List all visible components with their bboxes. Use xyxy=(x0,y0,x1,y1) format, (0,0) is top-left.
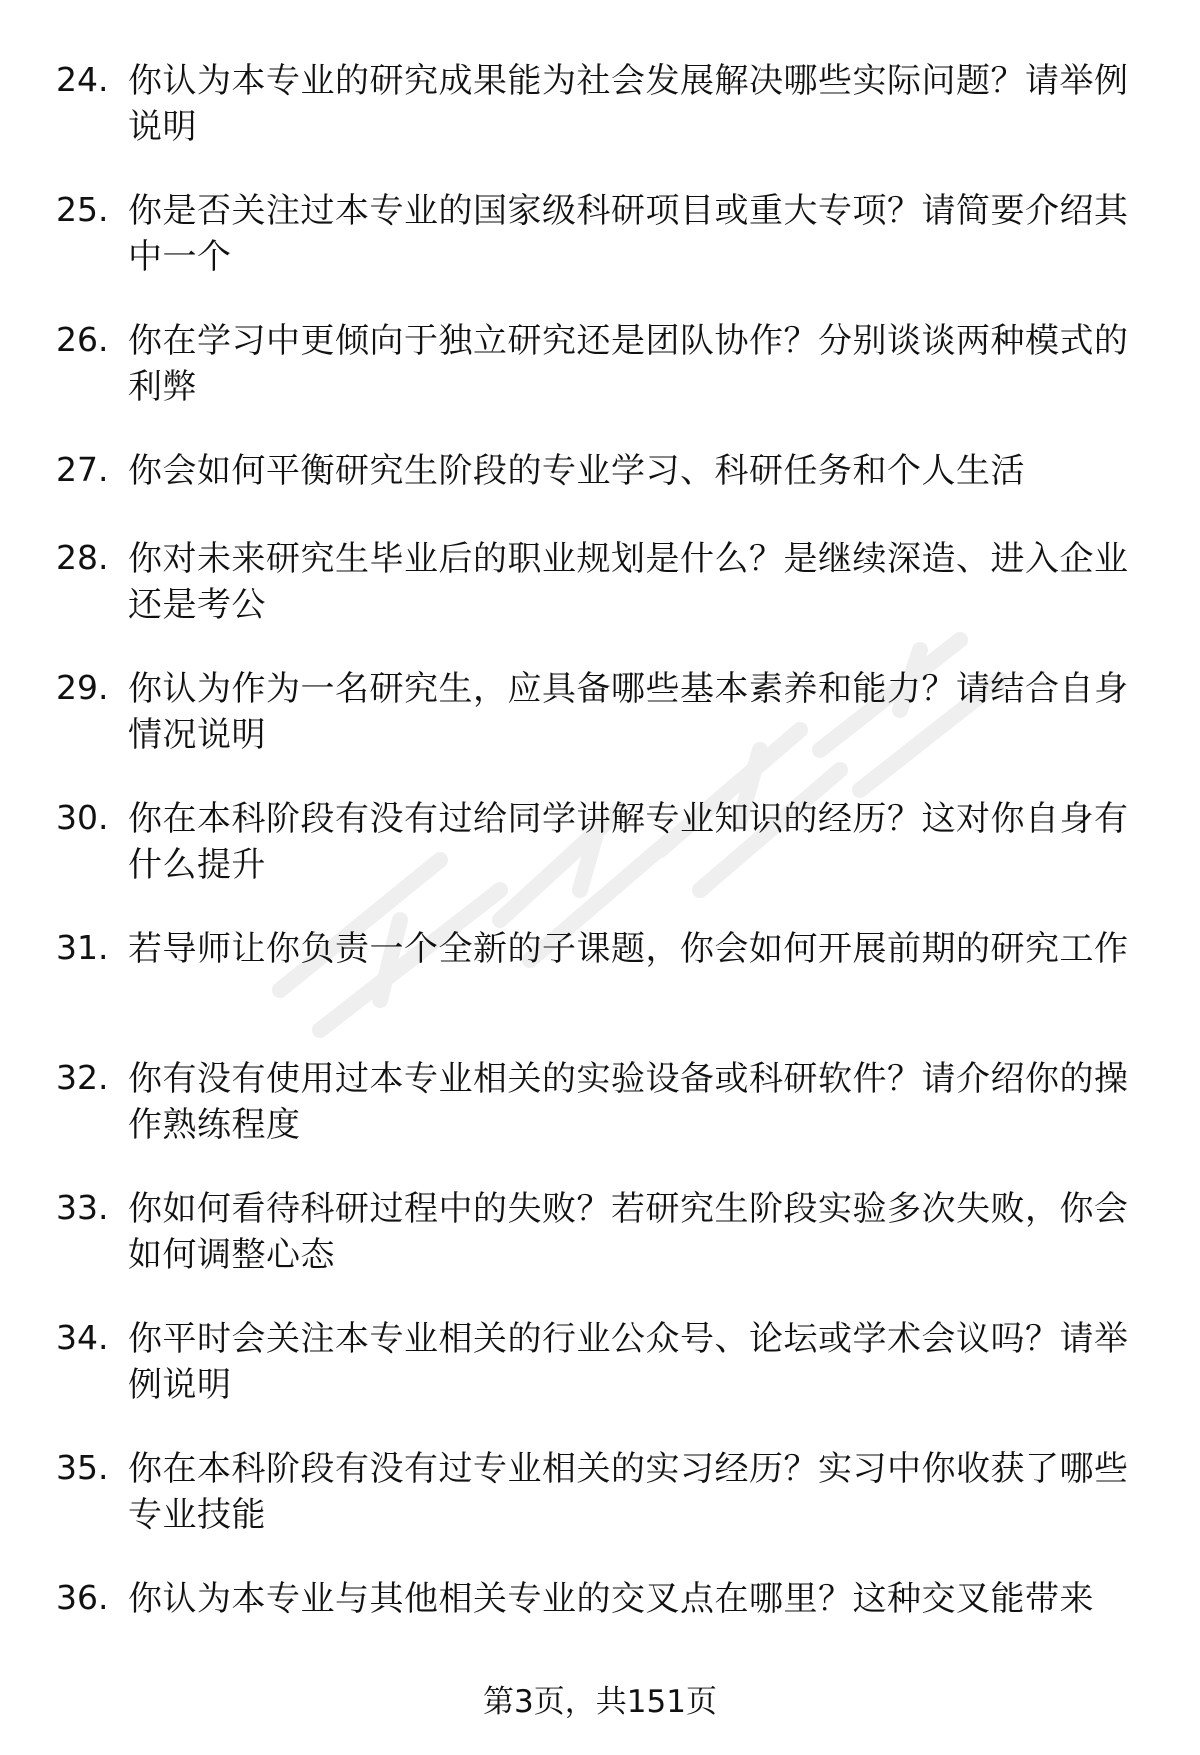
question-text: 若导师让你负责一个全新的子课题，你会如何开展前期的研究工作 xyxy=(128,929,1129,969)
list-item xyxy=(0,1576,1200,1620)
list-item xyxy=(0,188,1200,277)
question-text: 你是否关注过本专业的国家级科研项目或重大专项？请简要介绍其中一个 xyxy=(128,191,1129,277)
question-text: 你认为本专业的研究成果能为社会发展解决哪些实际问题？请举例说明 xyxy=(128,61,1129,147)
list-item xyxy=(0,1446,1200,1535)
list-item xyxy=(0,796,1200,885)
list-item xyxy=(0,1316,1200,1405)
question-text: 你认为本专业与其他相关专业的交叉点在哪里？这种交叉能带来 xyxy=(128,1579,1094,1619)
question-text: 你在本科阶段有没有过给同学讲解专业知识的经历？这对你自身有什么提升 xyxy=(128,799,1129,885)
question-number: 29. xyxy=(56,668,109,707)
question-number: 27. xyxy=(56,450,109,489)
question-number: 32. xyxy=(56,1058,109,1097)
list-item xyxy=(0,318,1200,407)
list-item xyxy=(0,58,1200,147)
question-number: 26. xyxy=(56,320,109,359)
question-number: 30. xyxy=(56,798,109,837)
question-text: 你对未来研究生毕业后的职业规划是什么？是继续深造、进入企业还是考公 xyxy=(128,539,1129,625)
page-footer: 第3页，共151页 xyxy=(483,1684,717,1720)
question-number: 35. xyxy=(56,1448,109,1487)
question-number: 36. xyxy=(56,1578,109,1617)
question-number: 33. xyxy=(56,1188,109,1227)
question-number: 25. xyxy=(56,190,109,229)
question-text: 你认为作为一名研究生，应具备哪些基本素养和能力？请结合自身情况说明 xyxy=(128,669,1129,755)
question-number: 31. xyxy=(56,928,109,967)
question-text: 你在学习中更倾向于独立研究还是团队协作？分别谈谈两种模式的利弊 xyxy=(128,321,1129,407)
question-number: 34. xyxy=(56,1318,109,1357)
list-item xyxy=(0,448,1200,492)
question-text: 你有没有使用过本专业相关的实验设备或科研软件？请介绍你的操作熟练程度 xyxy=(128,1059,1129,1145)
list-item xyxy=(0,1186,1200,1275)
list-item xyxy=(0,1056,1200,1145)
list-item xyxy=(0,536,1200,625)
question-list xyxy=(0,58,1200,1664)
list-item xyxy=(0,926,1200,1012)
question-text: 你如何看待科研过程中的失败？若研究生阶段实验多次失败，你会如何调整心态 xyxy=(128,1189,1129,1275)
question-number: 24. xyxy=(56,60,109,99)
list-item xyxy=(0,666,1200,755)
question-text: 你会如何平衡研究生阶段的专业学习、科研任务和个人生活 xyxy=(128,451,1025,491)
question-text: 你平时会关注本专业相关的行业公众号、论坛或学术会议吗？请举例说明 xyxy=(128,1319,1129,1405)
question-text: 你在本科阶段有没有过专业相关的实习经历？实习中你收获了哪些专业技能 xyxy=(128,1449,1129,1535)
question-number: 28. xyxy=(56,538,109,577)
